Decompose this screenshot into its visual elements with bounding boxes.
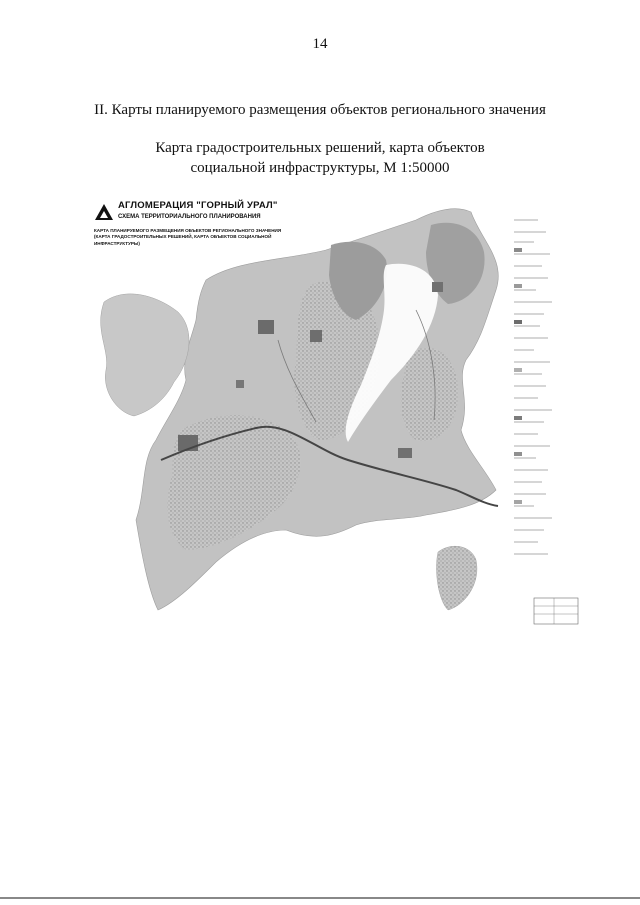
page-number: 14 xyxy=(312,36,328,52)
settlement-6 xyxy=(236,380,244,388)
legend-swatches xyxy=(514,248,522,504)
islet-area xyxy=(436,546,477,610)
bottom-rule xyxy=(0,897,640,899)
map-description: КАРТА ПЛАНИРУЕМОГО РАЗМЕЩЕНИЯ ОБЪЕКТОВ РЕГИОНАЛЬНОГО ЗНАЧЕНИЯ (КАРТА ГРАДОСТРОИТЕЛЬНЫХ РЕШЕНИЙ, КАРТА ОБЪЕКТОВ СОЦИАЛЬНОЙ ИНФРАСТРУКТУРЫ) xyxy=(94,228,282,246)
settlement-2 xyxy=(310,330,322,342)
settlement-1 xyxy=(258,320,274,334)
map-subtitle: СХЕМА ТЕРРИТОРИАЛЬНОГО ПЛАНИРОВАНИЯ xyxy=(118,214,261,220)
map-caption xyxy=(0,138,640,178)
planning-map-figure xyxy=(86,190,582,630)
map-caption-line-1: Карта градостроительных решений, карта объектов xyxy=(155,140,485,156)
planning-map-image xyxy=(86,190,582,630)
map-caption-line-2: социальной инфраструктуры, М 1:50000 xyxy=(190,160,450,176)
settlement-4 xyxy=(398,448,412,458)
agglomeration-logo-icon xyxy=(94,202,114,222)
settlement-5 xyxy=(432,282,443,292)
section-heading: II. Карты планируемого размещения объектов регионального значения xyxy=(94,102,546,118)
western-zone xyxy=(101,294,189,416)
stamp-block xyxy=(534,598,578,624)
map-title: АГЛОМЕРАЦИЯ "ГОРНЫЙ УРАЛ" xyxy=(118,200,278,211)
